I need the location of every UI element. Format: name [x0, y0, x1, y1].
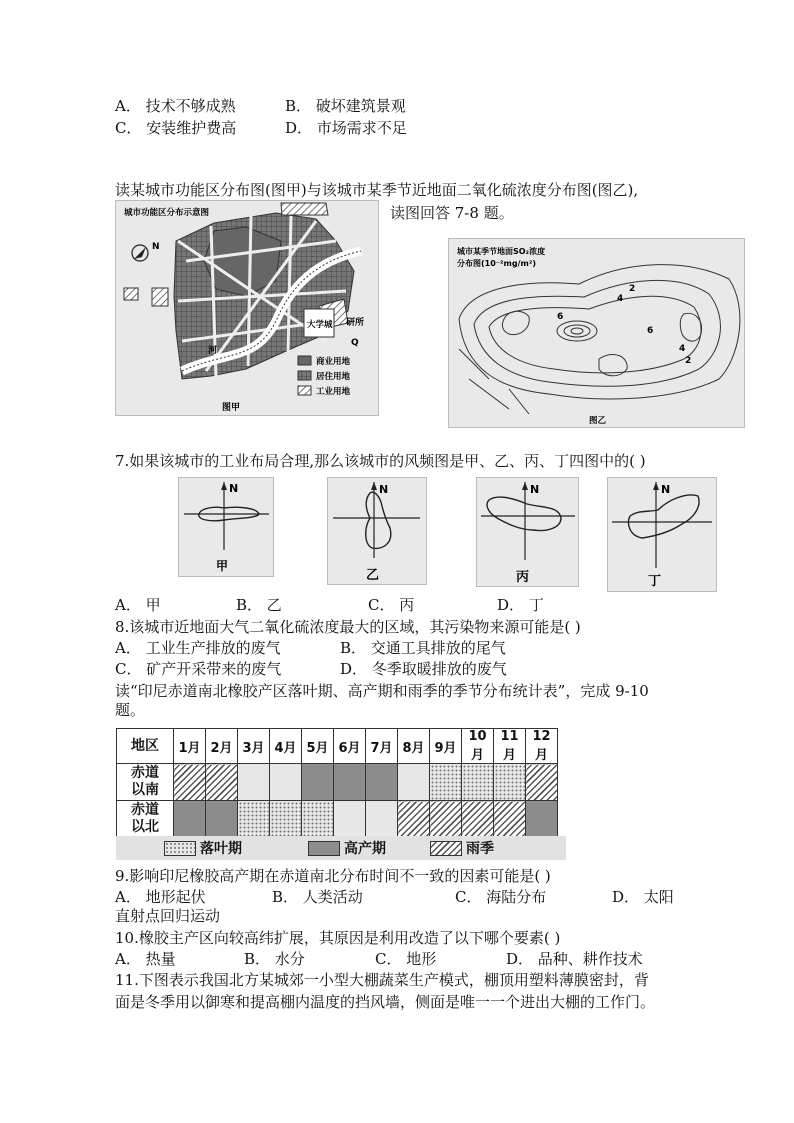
map-jia-caption: 图甲	[222, 403, 241, 413]
q10-option-d: D． 品种、耕作技术	[506, 950, 643, 968]
legend-industrial-swatch	[298, 386, 311, 395]
contour-label-4: 4	[617, 294, 624, 304]
south-label-text: 赤道 以南	[131, 765, 159, 798]
wind-rose-north: N	[530, 483, 540, 496]
q8-option-d: D． 冬季取暖排放的废气	[340, 660, 507, 678]
wind-rose-north: N	[229, 482, 239, 495]
intro-7-8-line2: 读图回答 7-8 题。	[390, 204, 514, 222]
q8-option-a: A． 工业生产排放的废气	[115, 639, 281, 657]
wind-rose-label: 乙	[366, 568, 380, 583]
month-header: 11月	[494, 729, 526, 764]
map-yi-title-line2: 分布图(10⁻²mg/m²)	[457, 259, 536, 268]
contour-label-2: 2	[629, 284, 636, 294]
contour-label-4: 4	[679, 344, 686, 354]
legend-rain-label: 雨季	[466, 841, 494, 857]
map-jia-north-label: N	[152, 242, 160, 252]
wind-rose-yi	[327, 477, 427, 585]
legend-commercial-label: 商业用地	[316, 357, 351, 367]
month-header: 1月	[174, 729, 206, 764]
q9-option-c: C． 海陆分布	[455, 888, 547, 906]
header-region: 地区	[117, 729, 174, 764]
q10-stem: 10.橡胶主产区向较高纬扩展，其原因是利用改造了以下哪个要素( )	[115, 929, 561, 947]
q6-option-b: B． 破坏建筑景观	[285, 97, 406, 115]
legend-commercial-swatch	[298, 356, 311, 365]
point-q-label: Q	[351, 338, 359, 348]
month-header: 12月	[526, 729, 558, 764]
q7-stem: 7.如果该城市的工业布局合理,那么该城市的风频图是甲、乙、丙、丁四图中的( )	[115, 452, 646, 470]
season-cell-rain	[206, 764, 238, 801]
q9-option-d: D． 太阳	[612, 888, 674, 906]
legend-residential-label: 居住用地	[316, 372, 351, 382]
season-cell-none	[366, 801, 398, 838]
legend-rain-swatch	[430, 841, 462, 856]
wind-rose-label: 丁	[648, 574, 662, 589]
north-label-text: 赤道 以北	[131, 802, 159, 835]
season-header-row	[117, 729, 558, 764]
industrial-block	[124, 288, 138, 300]
season-cell-high	[206, 801, 238, 838]
month-header: 10月	[462, 729, 494, 764]
south-label	[117, 764, 174, 801]
q8-stem: 8.该城市近地面大气二氧化硫浓度最大的区域，其污染物来源可能是( )	[115, 618, 581, 636]
university-label: 大学城	[307, 320, 333, 330]
month-header: 4月	[270, 729, 302, 764]
season-cell-rain	[430, 801, 462, 838]
contour-label-6: 6	[647, 326, 654, 336]
season-cell-none	[270, 764, 302, 801]
q10-option-b: B． 水分	[244, 950, 305, 968]
month-header: 2月	[206, 729, 238, 764]
q11-line2: 面是冬季用以御寒和提高棚内温度的挡风墙，侧面是唯一一个进出大棚的工作门。	[115, 993, 656, 1011]
season-cell-leaf	[238, 801, 270, 838]
month-header: 6月	[334, 729, 366, 764]
wind-rose-north: N	[661, 483, 671, 496]
q9-option-b: B． 人类活动	[272, 888, 363, 906]
legend-residential-swatch	[298, 371, 311, 380]
q9-option-d-continued: 直射点回归运动	[115, 907, 221, 925]
month-header: 8月	[398, 729, 430, 764]
q6-option-d: D． 市场需求不足	[285, 119, 407, 137]
season-cell-rain	[174, 764, 206, 801]
map-yi-title-line1: 城市某季节地面SO₂浓度	[457, 247, 546, 256]
so2-contours	[459, 265, 740, 414]
month-header: 7月	[366, 729, 398, 764]
season-cell-leaf	[462, 764, 494, 801]
q6-option-c: C． 安装维护费高	[115, 119, 237, 137]
row-south	[117, 764, 558, 801]
wind-rose-bing	[476, 477, 579, 587]
contour-label-2: 2	[685, 356, 692, 366]
north-label	[117, 801, 174, 838]
season-cell-high	[334, 764, 366, 801]
river-label: 河	[208, 346, 218, 356]
season-cell-leaf	[302, 801, 334, 838]
season-cell-high	[174, 801, 206, 838]
industrial-north	[281, 203, 328, 215]
season-cell-none	[238, 764, 270, 801]
intro-9-10-line1: 读“印尼赤道南北橡胶产区落叶期、高产期和雨季的季节分布统计表”，完成 9-10	[115, 682, 649, 700]
season-cell-leaf	[430, 764, 462, 801]
legend-high-swatch	[308, 841, 340, 856]
q10-option-a: A． 热量	[115, 950, 176, 968]
season-cell-rain	[526, 764, 558, 801]
season-cell-rain	[398, 801, 430, 838]
q8-option-c: C． 矿产开采带来的废气	[115, 660, 282, 678]
map-yi-caption: 图乙	[589, 416, 607, 426]
season-cell-rain	[462, 801, 494, 838]
q9-option-a: A． 地形起伏	[115, 888, 206, 906]
wind-rose-label: 甲	[216, 559, 229, 573]
q9-stem: 9.影响印尼橡胶高产期在赤道南北分布时间不一致的因素可能是( )	[115, 867, 551, 885]
north-arrow-icon	[132, 245, 148, 261]
season-cell-none	[398, 764, 430, 801]
q7-option-c: C． 丙	[368, 596, 415, 614]
q8-option-b: B． 交通工具排放的尾气	[340, 639, 506, 657]
map-jia-title: 城市功能区分布示意图	[124, 208, 210, 218]
legend-industrial-label: 工业用地	[316, 387, 351, 397]
season-cell-high	[366, 764, 398, 801]
month-header: 5月	[302, 729, 334, 764]
wind-rose-label: 丙	[516, 570, 530, 585]
wind-rose-jia	[178, 477, 274, 577]
season-cell-leaf	[270, 801, 302, 838]
q11-line1: 11.下图表示我国北方某城郊一小型大棚蔬菜生产模式，棚顶用塑料薄膜密封，背	[115, 971, 649, 989]
q6-option-a: A． 技术不够成熟	[115, 97, 236, 115]
season-cell-high	[302, 764, 334, 801]
season-cell-high	[526, 801, 558, 838]
intro-7-8-line1: 读某城市功能区分布图(图甲)与该城市某季节近地面二氧化硫浓度分布图(图乙),	[115, 181, 639, 199]
map-jia	[115, 200, 379, 416]
map-yi	[448, 238, 745, 428]
intro-9-10-line2: 题。	[115, 701, 146, 719]
season-cell-rain	[494, 801, 526, 838]
wind-rose-north: N	[379, 483, 389, 496]
q7-option-a: A． 甲	[115, 596, 161, 614]
month-header: 9月	[430, 729, 462, 764]
legend-leaf-label: 落叶期	[200, 841, 242, 857]
season-legend	[116, 836, 566, 860]
legend-leaf-swatch	[164, 841, 196, 856]
industrial-block	[152, 288, 168, 306]
q10-option-c: C． 地形	[375, 950, 437, 968]
season-cell-none	[334, 801, 366, 838]
row-north	[117, 801, 558, 838]
season-table	[116, 728, 558, 838]
q7-option-b: B． 乙	[236, 596, 282, 614]
wind-rose-ding	[607, 477, 717, 592]
season-cell-leaf	[494, 764, 526, 801]
month-header: 3月	[238, 729, 270, 764]
contour-label-6: 6	[557, 312, 564, 322]
research-label: 研所	[346, 318, 365, 328]
q7-option-d: D． 丁	[497, 596, 544, 614]
legend-high-label: 高产期	[344, 841, 386, 857]
